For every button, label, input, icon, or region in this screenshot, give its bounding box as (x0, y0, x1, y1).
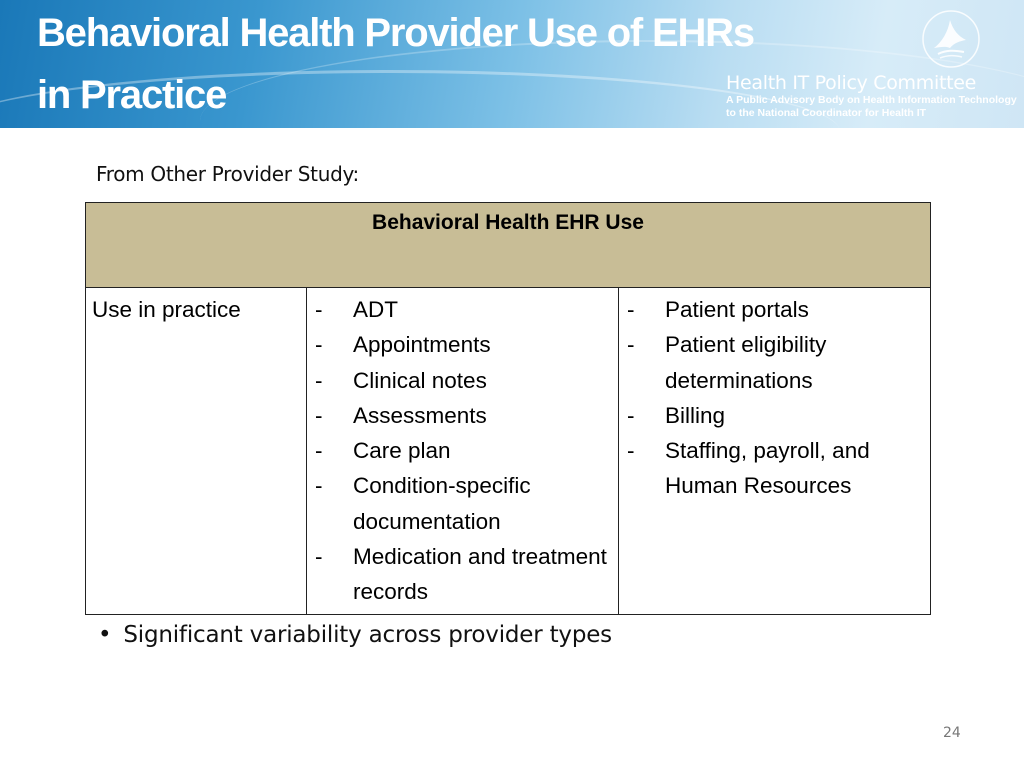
list-item: - Condition-specific documentation (313, 468, 612, 539)
uses-column-1 (307, 288, 619, 615)
summary-bullet (98, 622, 612, 648)
hhs-eagle-icon (920, 8, 982, 70)
ehr-use-table (85, 202, 931, 615)
row-label-cell: Use in practice (86, 288, 307, 615)
list-item: - Clinical notes (313, 363, 612, 398)
list-item: - Staffing, payroll, and Human Resources (625, 433, 924, 504)
list-item: - ADT (313, 292, 612, 327)
uses-list-1 (313, 292, 612, 610)
title-line-2: in Practice (37, 73, 227, 117)
list-item: - Medication and treatment records (313, 539, 612, 610)
list-item: - Assessments (313, 398, 612, 433)
list-item: - Care plan (313, 433, 612, 468)
committee-branding (726, 72, 1018, 120)
table-row (86, 288, 931, 615)
page-number: 24 (943, 725, 961, 741)
title-line-1: Behavioral Health Provider Use of EHRs (37, 11, 754, 55)
study-label: From Other Provider Study: (96, 162, 359, 186)
list-item: - Billing (625, 398, 924, 433)
list-item: - Patient eligibility determinations (625, 327, 924, 398)
uses-column-2 (619, 288, 931, 615)
list-item: - Appointments (313, 327, 612, 362)
bullet-text: Significant variability across provider types (123, 622, 612, 648)
committee-subtitle-1: A Public Advisory Body on Health Information Technology (726, 94, 1017, 106)
bullet-dot: • (98, 622, 112, 648)
table-header: Behavioral Health EHR Use (86, 203, 931, 288)
committee-subtitle-2: to the National Coordinator for Health IT (726, 107, 927, 119)
uses-list-2 (625, 292, 924, 504)
committee-name: Health IT Policy Committee (726, 72, 977, 94)
list-item: - Patient portals (625, 292, 924, 327)
slide-header (0, 0, 1024, 128)
